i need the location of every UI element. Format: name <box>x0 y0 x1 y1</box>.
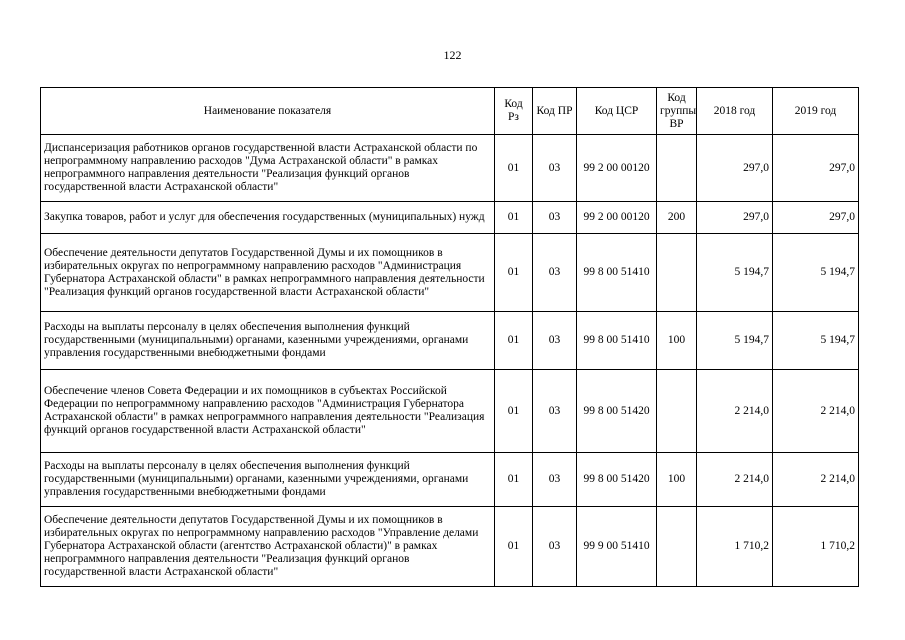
row-vr: 100 <box>657 453 697 507</box>
row-csr: 99 8 00 51410 <box>577 234 657 312</box>
row-rz: 01 <box>495 202 533 234</box>
row-2019: 297,0 <box>773 135 859 202</box>
row-pr: 03 <box>533 507 577 587</box>
row-vr <box>657 234 697 312</box>
header-2019: 2019 год <box>773 88 859 135</box>
row-2019: 297,0 <box>773 202 859 234</box>
row-2018: 297,0 <box>697 202 773 234</box>
row-name: Диспансеризация работников органов государственной власти Астраханской области по непрограммному направлению расходов "Дума Астраханской области" в рамках непрограммного направления деятельности "Реализация функций органов государственной власти Астраханской области" <box>41 135 495 202</box>
header-vr: Код группы ВР <box>657 88 697 135</box>
row-csr: 99 9 00 51410 <box>577 507 657 587</box>
row-rz: 01 <box>495 234 533 312</box>
row-2019: 5 194,7 <box>773 234 859 312</box>
row-2018: 2 214,0 <box>697 453 773 507</box>
row-pr: 03 <box>533 202 577 234</box>
row-name: Обеспечение членов Совета Федерации и их помощников в субъектах Российской Федерации по непрограммному направлению расходов "Администрация Губернатора Астраханской области" в рамках непрограммного направления деятельности "Реализация функций органов государственной власти Астраханской области" <box>41 370 495 453</box>
row-vr: 100 <box>657 312 697 370</box>
row-name: Обеспечение деятельности депутатов Государственной Думы и их помощников в избирательных округах по непрограммному направлению расходов "Администрация Губернатора Астраханской области" в рамках непрограммного направления деятельности "Реализация функций органов государственной власти Астраханской области" <box>41 234 495 312</box>
row-csr: 99 8 00 51410 <box>577 312 657 370</box>
row-name: Обеспечение деятельности депутатов Государственной Думы и их помощников в избирательных округах по непрограммному направлению расходов "Управление делами Губернатора Астраханской области (агентство Астраханской области)" в рамках непрограммного направления деятельности "Реализация функций органов государственной власти Астраханской области" <box>41 507 495 587</box>
row-csr: 99 2 00 00120 <box>577 202 657 234</box>
table-row <box>41 370 859 453</box>
row-csr: 99 8 00 51420 <box>577 453 657 507</box>
row-csr: 99 2 00 00120 <box>577 135 657 202</box>
row-name: Расходы на выплаты персоналу в целях обеспечения выполнения функций государственными (муниципальными) органами, казенными учреждениями, органами управления государственными внебюджетными фондами <box>41 312 495 370</box>
row-2018: 5 194,7 <box>697 234 773 312</box>
row-pr: 03 <box>533 135 577 202</box>
row-rz: 01 <box>495 135 533 202</box>
row-name: Закупка товаров, работ и услуг для обеспечения государственных (муниципальных) нужд <box>41 202 495 234</box>
header-rz: Код Рз <box>495 88 533 135</box>
row-pr: 03 <box>533 370 577 453</box>
row-vr: 200 <box>657 202 697 234</box>
row-pr: 03 <box>533 453 577 507</box>
table-row <box>41 507 859 587</box>
row-vr <box>657 135 697 202</box>
row-rz: 01 <box>495 453 533 507</box>
row-2019: 2 214,0 <box>773 370 859 453</box>
row-pr: 03 <box>533 234 577 312</box>
row-rz: 01 <box>495 312 533 370</box>
row-2019: 2 214,0 <box>773 453 859 507</box>
header-name: Наименование показателя <box>41 88 495 135</box>
row-2018: 5 194,7 <box>697 312 773 370</box>
table-header-row <box>41 88 859 135</box>
row-vr <box>657 370 697 453</box>
row-2018: 297,0 <box>697 135 773 202</box>
table-row <box>41 202 859 234</box>
row-2019: 1 710,2 <box>773 507 859 587</box>
page-number: 122 <box>443 48 462 62</box>
table-row <box>41 135 859 202</box>
table-row <box>41 453 859 507</box>
row-rz: 01 <box>495 370 533 453</box>
row-2018: 2 214,0 <box>697 370 773 453</box>
table-row <box>41 234 859 312</box>
row-vr <box>657 507 697 587</box>
row-name: Расходы на выплаты персоналу в целях обеспечения выполнения функций государственными (муниципальными) органами, казенными учреждениями, органами управления государственными внебюджетными фондами <box>41 453 495 507</box>
row-csr: 99 8 00 51420 <box>577 370 657 453</box>
row-2018: 1 710,2 <box>697 507 773 587</box>
row-rz: 01 <box>495 507 533 587</box>
header-2018: 2018 год <box>697 88 773 135</box>
row-2019: 5 194,7 <box>773 312 859 370</box>
budget-table <box>40 87 859 587</box>
header-csr: Код ЦСР <box>577 88 657 135</box>
row-pr: 03 <box>533 312 577 370</box>
header-pr: Код ПР <box>533 88 577 135</box>
table-row <box>41 312 859 370</box>
